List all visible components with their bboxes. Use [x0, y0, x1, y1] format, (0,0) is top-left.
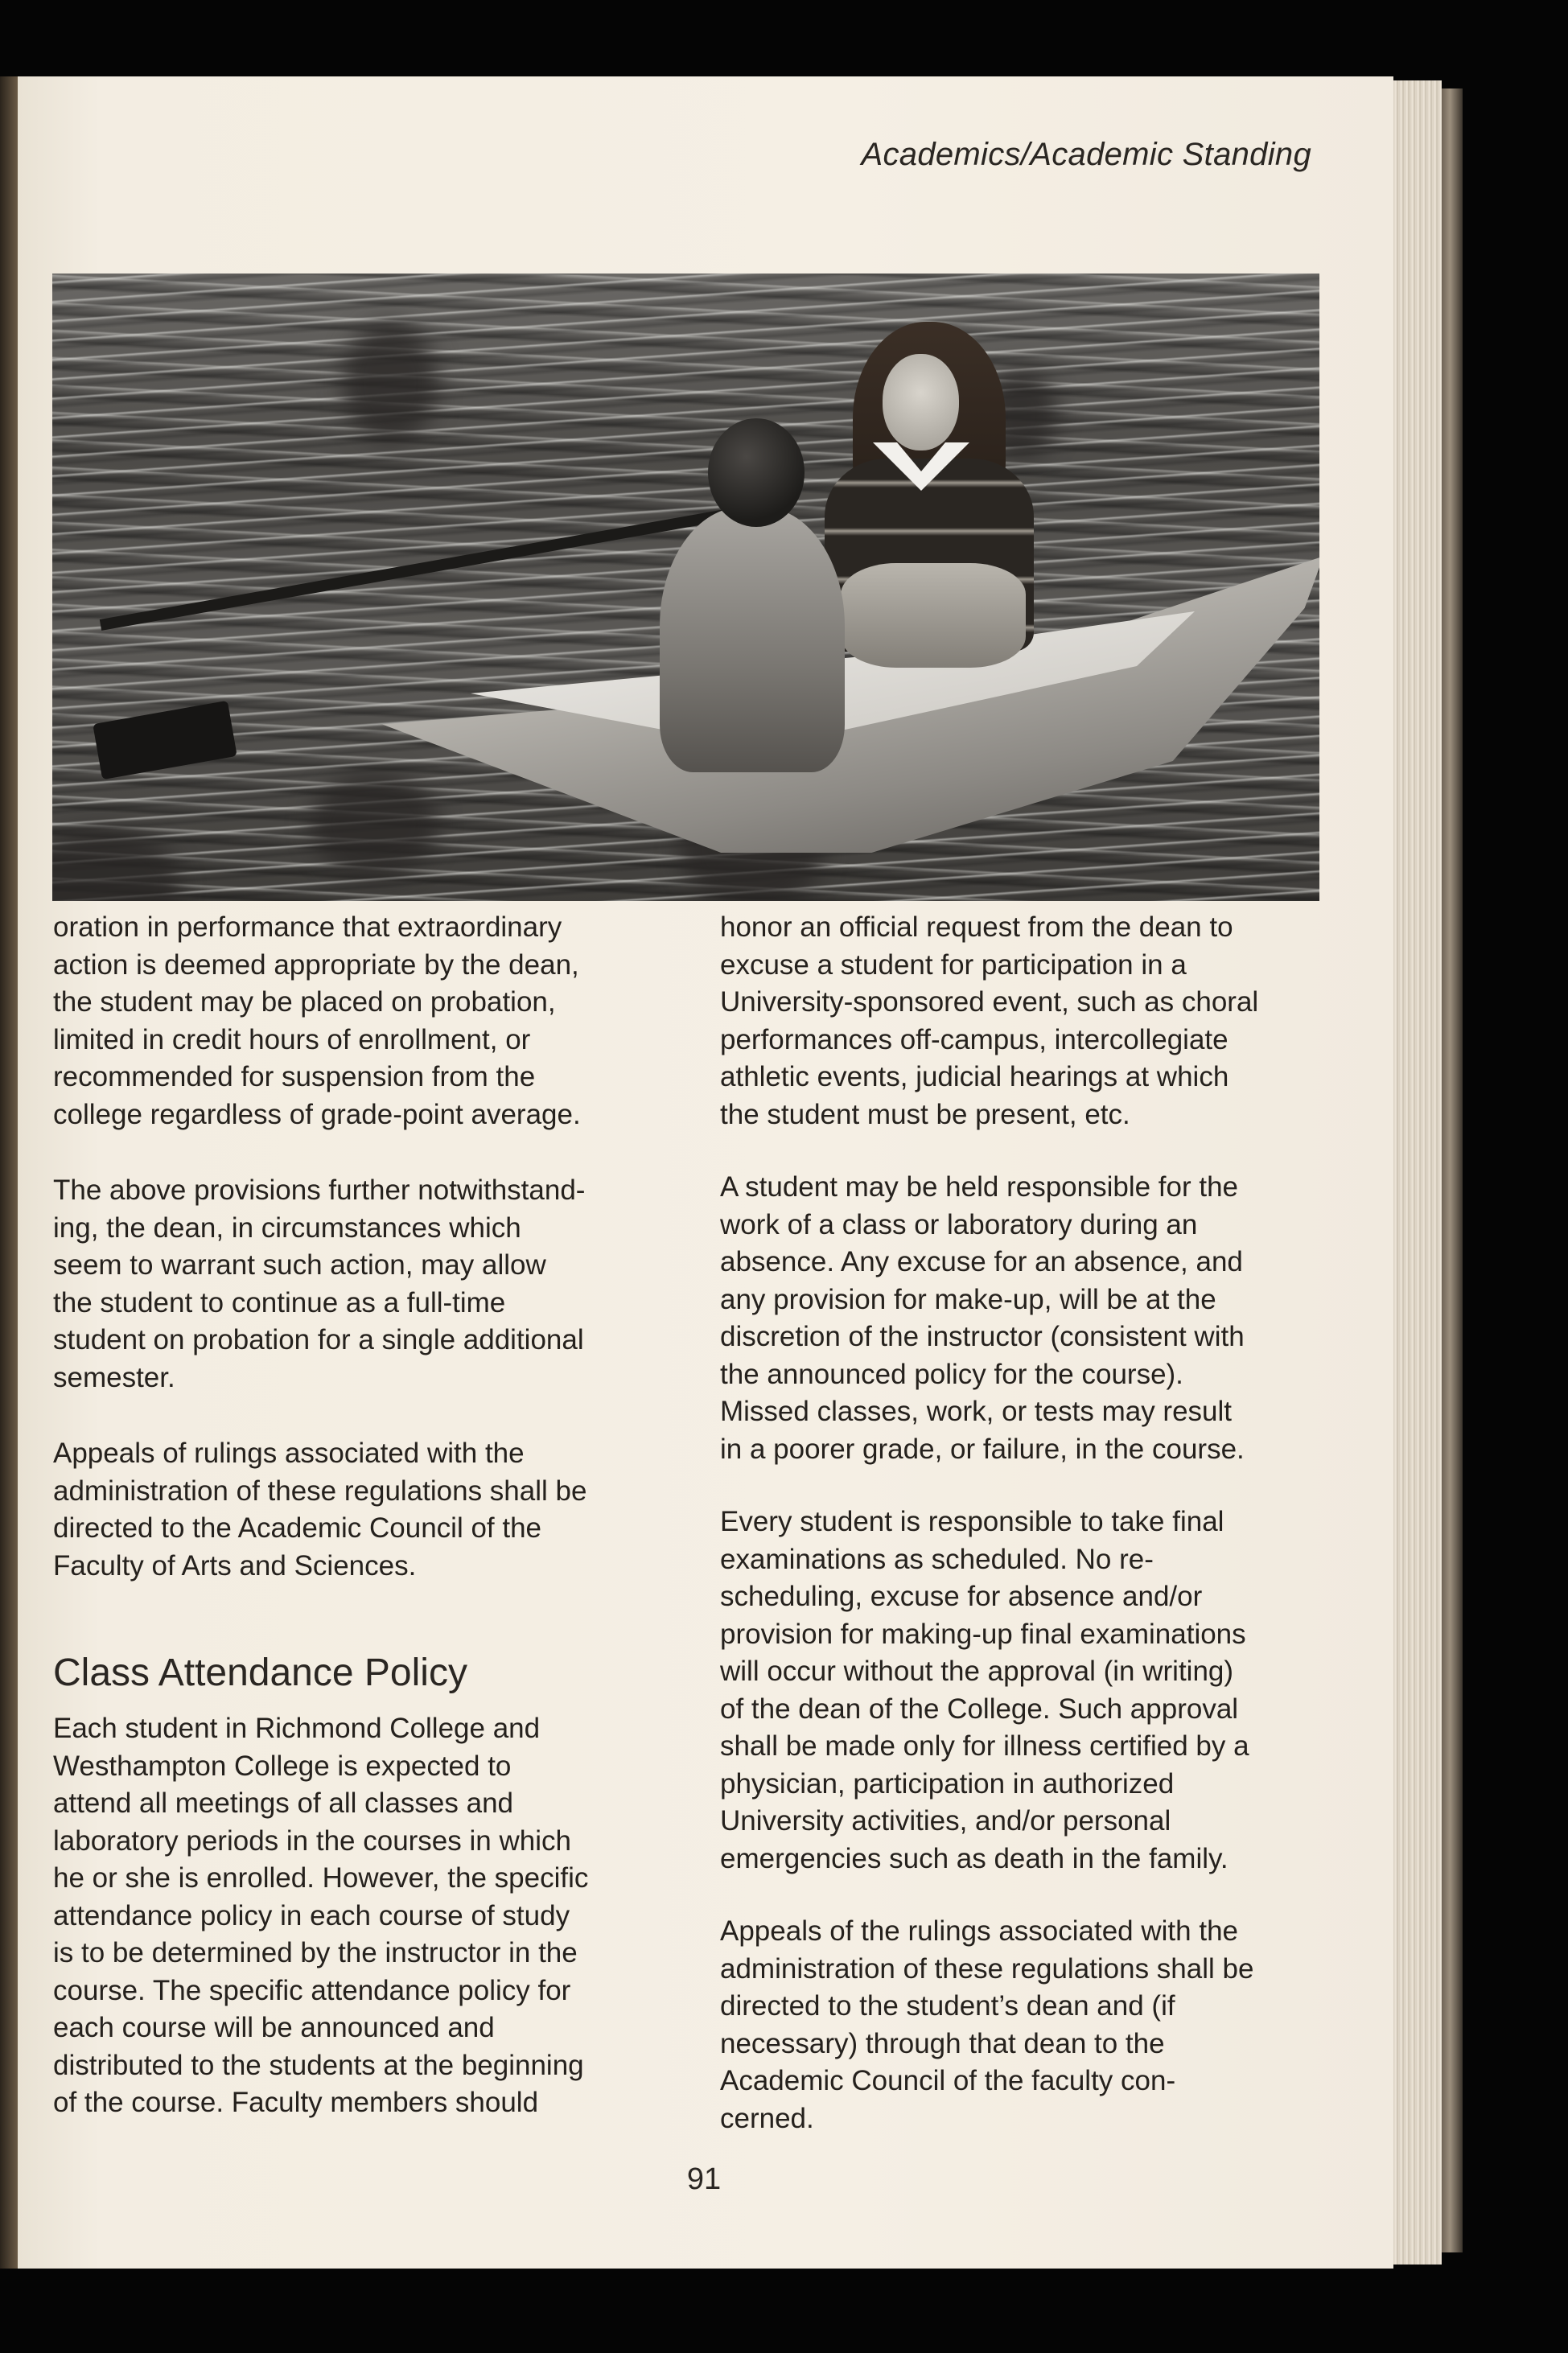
paragraph-appeals-council: Appeals of rulings associated with the administration of these regulations shall be directed to the Academic Council of the Faculty of Arts and Sciences. [53, 1438, 587, 1582]
seated-boy [652, 418, 861, 772]
running-header: Academics/Academic Standing [861, 137, 1311, 172]
right-column [720, 909, 1356, 2137]
paragraph-probation: oration in performance that extraordinary action is deemed appropriate by the dean, the student may be placed on probation, limited in credit hours of enrollment, or recommended for suspension from the college regardless of grade-point average. [53, 911, 581, 1130]
paragraph-responsibility: A student may be held responsible for the work of a class or laboratory during an absence. Any excuse for an absence, and any provision for make-up, will be at the discretion of the instructor (consistent with the announced policy for the course). Missed classes, work, or tests may result in a poorer grade, or failure, in the course. [720, 1171, 1245, 1465]
page-number: 91 [686, 2162, 722, 2196]
paragraph-final-examinations: Every student is responsible to take final examinations as scheduled. No re- scheduling, excuse for absence and/or provision for making-up final examinations will occur without the approval (in writing) of the dean of the College. Such approval shall be made only for illness certified by a physician, participation in authorized University activities, and/or personal emergencies such as death in the family. [720, 1506, 1249, 1874]
rowboat-photo [52, 274, 1319, 901]
book-spine-edge [1442, 88, 1463, 2252]
girl-legs [841, 563, 1026, 668]
paragraph-provisions: The above provisions further notwithstand- ing, the dean, in circumstances which seem to warrant such action, may allow the student to continue as a full-time student on probation for a single additional semester. [53, 1174, 586, 1393]
foreground-leaf-blur [342, 322, 438, 442]
boy-torso [660, 507, 845, 772]
paragraph-appeals-dean: Appeals of the rulings associated with the administration of these regulations shall be directed to the student’s dean and (if necessary) through that dean to the Academic Council of the faculty con- cerned. [720, 1915, 1254, 2134]
foreground-leaf-blur [310, 772, 438, 877]
paragraph-attendance-policy: Each student in Richmond College and Westhampton College is expected to attend all meetings of all classes and laboratory periods in the courses in which he or she is enrolled. However, the specific attendance policy in each course of study is to be determined by the instructor in the course. The specific attendance policy for each course will be announced and distributed to the students at the beginning of the course. Faculty members should [53, 1713, 589, 2118]
section-heading-class-attendance: Class Attendance Policy [53, 1652, 467, 1694]
boy-head [708, 418, 805, 527]
left-column [53, 909, 689, 2122]
book-gutter [0, 76, 18, 2269]
page-edges [1393, 80, 1442, 2265]
paragraph-official-request: honor an official request from the dean to excuse a student for participation in a University-sponsored event, such as choral performances off-campus, intercollegiate athletic events, judicial hearings at which the student must be present, etc. [720, 911, 1259, 1130]
girl-face [883, 354, 959, 450]
